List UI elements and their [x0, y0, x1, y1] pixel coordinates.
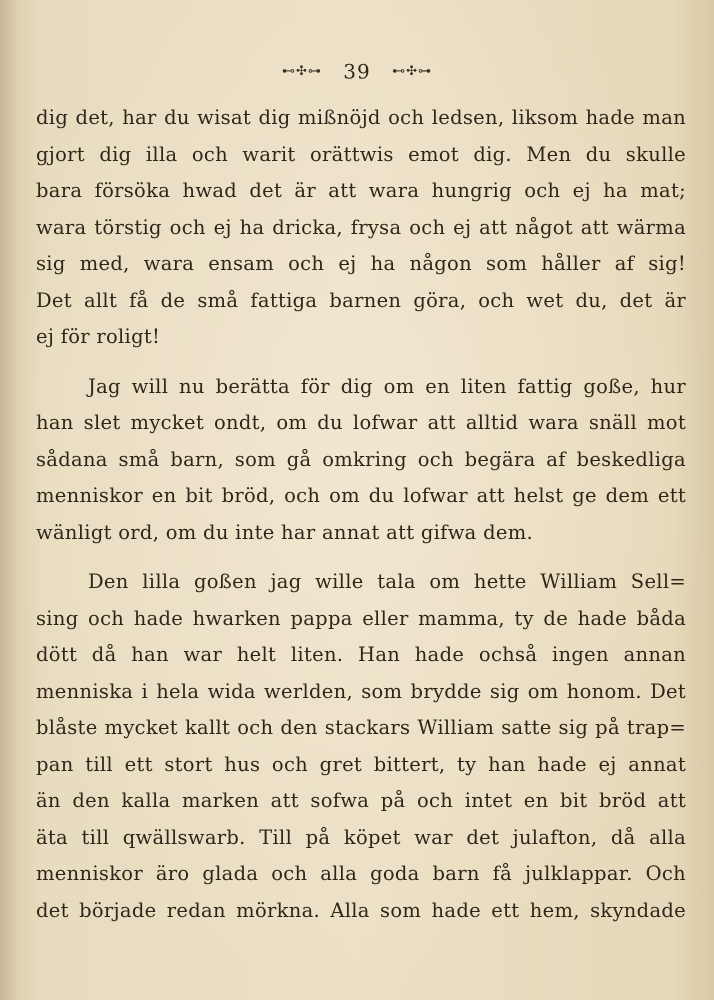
- ornament-left-icon: ⊷✣⊶: [282, 64, 322, 79]
- text-line: menniskor en bit bröd, och om du lofwar att helst ge dem ett: [36, 484, 686, 507]
- text-line: bara försöka hwad det är att wara hungrig och ej ha mat;: [36, 179, 686, 202]
- paragraph-1: [36, 100, 686, 356]
- page-number: 39: [343, 59, 371, 84]
- text-line: wänligt ord, om du inte har annat att gifwa dem.: [36, 520, 534, 544]
- text-line: sing och hade hwarken pappa eller mamma, ty de hade båda: [36, 606, 686, 630]
- text-line: gjort dig illa och warit orättwis emot dig. Men du skulle: [36, 142, 686, 166]
- text-line: äta till qwällswarb. Till på köpet war det julafton, då alla: [36, 825, 686, 849]
- text-line: sig med, wara ensam och ej ha någon som håller af sig!: [36, 252, 686, 275]
- text-line: dött då han war helt liten. Han hade ochså ingen annan: [36, 643, 686, 666]
- paragraph-gap: [36, 551, 686, 564]
- text-line: än den kalla marken att sofwa på och intet en bit bröd att: [36, 789, 686, 812]
- paragraph-gap: [36, 356, 686, 369]
- text-line: han slet mycket ondt, om du lofwar att alltid wara snäll mot: [36, 411, 686, 434]
- text-line: sådana små barn, som gå omkring och begära af beskedliga: [36, 447, 686, 471]
- text-line: det började redan mörkna. Alla som hade ett hem, skyndade: [36, 898, 686, 922]
- text-line: pan till ett stort hus och gret bittert, ty han hade ej annat: [36, 752, 686, 776]
- ornament-right-icon: ⊷✣⊶: [392, 64, 432, 79]
- text-line: menniska i hela wida werlden, som brydde sig om honom. Det: [36, 679, 686, 703]
- text-line: Den lilla goßen jag wille tala om hette William Sell=: [88, 570, 686, 593]
- paragraph-2: [36, 369, 686, 552]
- text-line: Det allt få de små fattiga barnen göra, och wet du, det är: [36, 288, 686, 312]
- text-line: wara törstig och ej ha dricka, frysa och ej att något att wärma: [36, 215, 686, 239]
- text-line: menniskor äro glada och alla goda barn få julklappar. Och: [36, 862, 686, 885]
- text-line: Jag will nu berätta för dig om en liten fattig goße, hur: [88, 374, 686, 398]
- text-line: blåste mycket kallt och den stackars William satte sig på trap=: [36, 716, 686, 739]
- body-text: [36, 100, 686, 929]
- page-fold-shadow: [0, 0, 18, 1000]
- page-header: [0, 58, 714, 84]
- text-line: ej för roligt!: [36, 325, 161, 348]
- text-line: dig det, har du wisat dig mißnöjd och ledsen, liksom hade man: [36, 106, 686, 129]
- paragraph-3: [36, 564, 686, 929]
